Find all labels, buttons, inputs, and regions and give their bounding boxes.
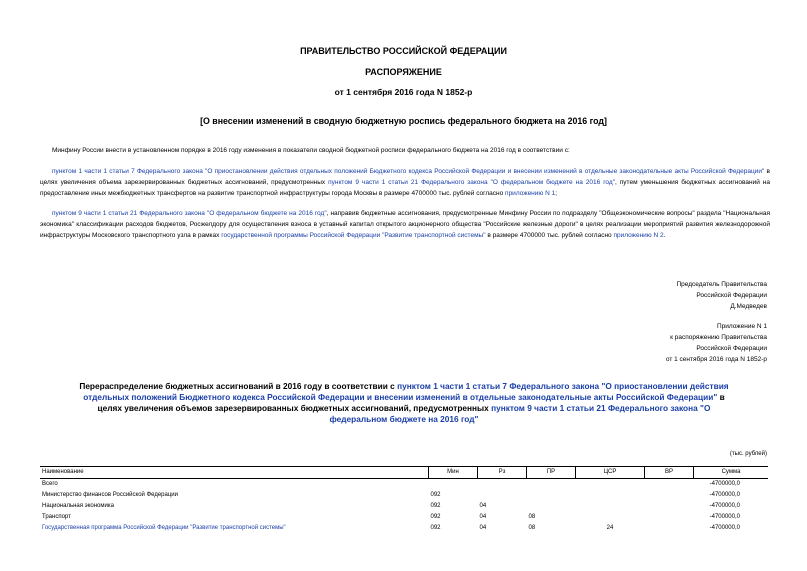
col-header-min: Мин: [429, 467, 478, 479]
cell-name: Национальная экономика: [42, 502, 114, 509]
doc-subject: [О внесении изменений в сводную бюджетную роспись федерального бюджета на 2016 год]: [200, 116, 607, 126]
table-row: [40, 512, 768, 523]
cell-csr: [576, 490, 645, 501]
col-header-vr: ВР: [645, 467, 694, 479]
cell-name-program-link[interactable]: Государственная программа Российской Федерации "Развитие транспортной системы": [42, 524, 286, 531]
cell-name: Транспорт: [42, 513, 71, 520]
cell-min: 092: [430, 513, 441, 520]
cell-sum: -4700000,0: [709, 480, 740, 487]
law-link-art21[interactable]: пунктом 9 части 1 статьи 21 Федерального закона "О федеральном бюджете на 2016 год": [328, 179, 616, 186]
cell-sum: -4700000,0: [709, 502, 740, 509]
item2-text2: в размере 4700000 тыс. рублей согласно: [485, 232, 614, 239]
col-header-csr: ЦСР: [576, 467, 645, 479]
table-row: [40, 490, 768, 501]
cell-csr: [576, 501, 645, 512]
appendix1-link[interactable]: приложению N 1: [505, 190, 556, 197]
cell-csr: [576, 479, 645, 491]
item1-text2: , путем уменьшения бюджетных ассигнований на предоставление иных межбюджетных трансфертов на развитие транспортной инфраструктуры города Москвы в размере 4700000 тыс. рублей согласно: [40, 179, 771, 197]
col-header-sum: Сумма: [694, 467, 769, 479]
law-link-art7[interactable]: пунктом 1 части 1 статьи 7 Федерального закона "О приостановлении действия отдельных положений Бюджетного кодекса Российской Федерации и внесении изменений в отдельные законодательные акты Российской Федерации": [52, 168, 765, 175]
col-header-rz: Рз: [478, 467, 527, 479]
appendix-number: Приложение N 1: [716, 323, 767, 330]
cell-rz: 04: [479, 513, 487, 520]
cell-name: Всего: [42, 480, 58, 487]
cell-csr: [576, 512, 645, 523]
cell-name: Министерство финансов Российской Федерации: [42, 491, 178, 498]
cell-vr: [645, 501, 694, 512]
appendix-block: [666, 321, 767, 365]
item2-text1: , направив бюджетные ассигнования, предусмотренные Минфину России по подразделу "Общеэкономические вопросы" раздела "Национальная экономика" классификации расходов бюджетов, Росжелдору для осуществления взноса в уставный капитал открытого акционерного общества "Российские железные дороги" в целях реализации мероприятий развития железнодорожной инфраструктуры Московского транспортного узла в рамках: [40, 210, 770, 239]
doc-date-number: от 1 сентября 2016 года N 1852-р: [334, 87, 473, 97]
state-program-link[interactable]: государственной программы Российской Федерации "Развитие транспортной системы": [221, 232, 486, 239]
table-header-row: [40, 467, 768, 479]
cell-vr: [645, 490, 694, 501]
signature-name: Д.Медведев: [730, 303, 767, 310]
appendix2-link[interactable]: приложению N 2: [613, 232, 664, 239]
cell-csr: 24: [606, 524, 614, 531]
col-header-pr: ПР: [527, 467, 576, 479]
cell-rz: [478, 490, 527, 501]
cell-pr: [527, 479, 576, 491]
table-row: [40, 479, 768, 491]
cell-sum: -4700000,0: [709, 513, 740, 520]
cell-sum: -4700000,0: [709, 491, 740, 498]
table-row: [40, 523, 768, 534]
item1-text1: в целях увеличения объема зарезервированных бюджетных ассигнований, предусмотренных: [40, 168, 770, 186]
cell-vr: [645, 523, 694, 534]
cell-pr: 08: [528, 513, 536, 520]
table-row: [40, 501, 768, 512]
signature-country: Российской Федерации: [696, 292, 767, 299]
units-label: (тыс. рублей): [729, 451, 767, 457]
law-link-art21-item2[interactable]: пунктом 9 части 1 статьи 21 Федерального закона "О федеральном бюджете на 2016 год": [52, 210, 327, 217]
cell-min: 092: [430, 524, 441, 531]
cell-vr: [645, 512, 694, 523]
cell-rz: [478, 479, 527, 491]
cell-rz: 04: [479, 524, 487, 531]
cell-rz: 04: [479, 502, 487, 509]
item1-paragraph: [40, 166, 770, 199]
appendix-ref: к распоряжению Правительства: [670, 334, 767, 341]
col-header-name: Наименование: [40, 467, 429, 479]
doc-type-heading: РАСПОРЯЖЕНИЕ: [365, 67, 442, 77]
signature-block: [676, 279, 767, 312]
table-title-link-art21[interactable]: пунктом 9 части 1 статьи 21 Федерального закона "О федеральном бюджете на 2016 год": [329, 403, 711, 424]
budget-table: [40, 466, 768, 534]
cell-pr: 08: [528, 524, 536, 531]
item2-text3: .: [663, 232, 666, 239]
cell-min: [429, 479, 478, 491]
item2-paragraph: [40, 208, 770, 241]
cell-pr: [527, 501, 576, 512]
intro-paragraph: Минфину России внести в установленном порядке в 2016 году изменения в показатели сводной бюджетной росписи федерального бюджета на 2016 год в соответствии с:: [52, 147, 570, 154]
appendix-country: Российской Федерации: [696, 345, 767, 352]
cell-min: 092: [430, 502, 441, 509]
appendix-date: от 1 сентября 2016 года N 1852-р: [665, 356, 767, 363]
cell-sum: -4700000,0: [709, 524, 740, 531]
authority-heading: ПРАВИТЕЛЬСТВО РОССИЙСКОЙ ФЕДЕРАЦИИ: [300, 46, 507, 56]
cell-pr: [527, 490, 576, 501]
table-title: [70, 381, 738, 425]
table-title-link-art7[interactable]: пунктом 1 части 1 статьи 7 Федерального закона "О приостановлении действия отдельных положений Бюджетного кодекса Российской Федерации и внесении изменений в отдельные законодательные акты Российской Федерации": [83, 381, 729, 402]
cell-vr: [645, 479, 694, 491]
item1-text3: ;: [555, 190, 558, 197]
table-title-text1: Перераспределение бюджетных ассигнований в 2016 году в соответствии с: [79, 381, 398, 391]
cell-min: 092: [430, 491, 441, 498]
signature-position: Председатель Правительства: [676, 281, 767, 288]
table-title-text2: в целях увеличения объемов зарезервированных бюджетных ассигнований, предусмотренных: [97, 392, 725, 413]
